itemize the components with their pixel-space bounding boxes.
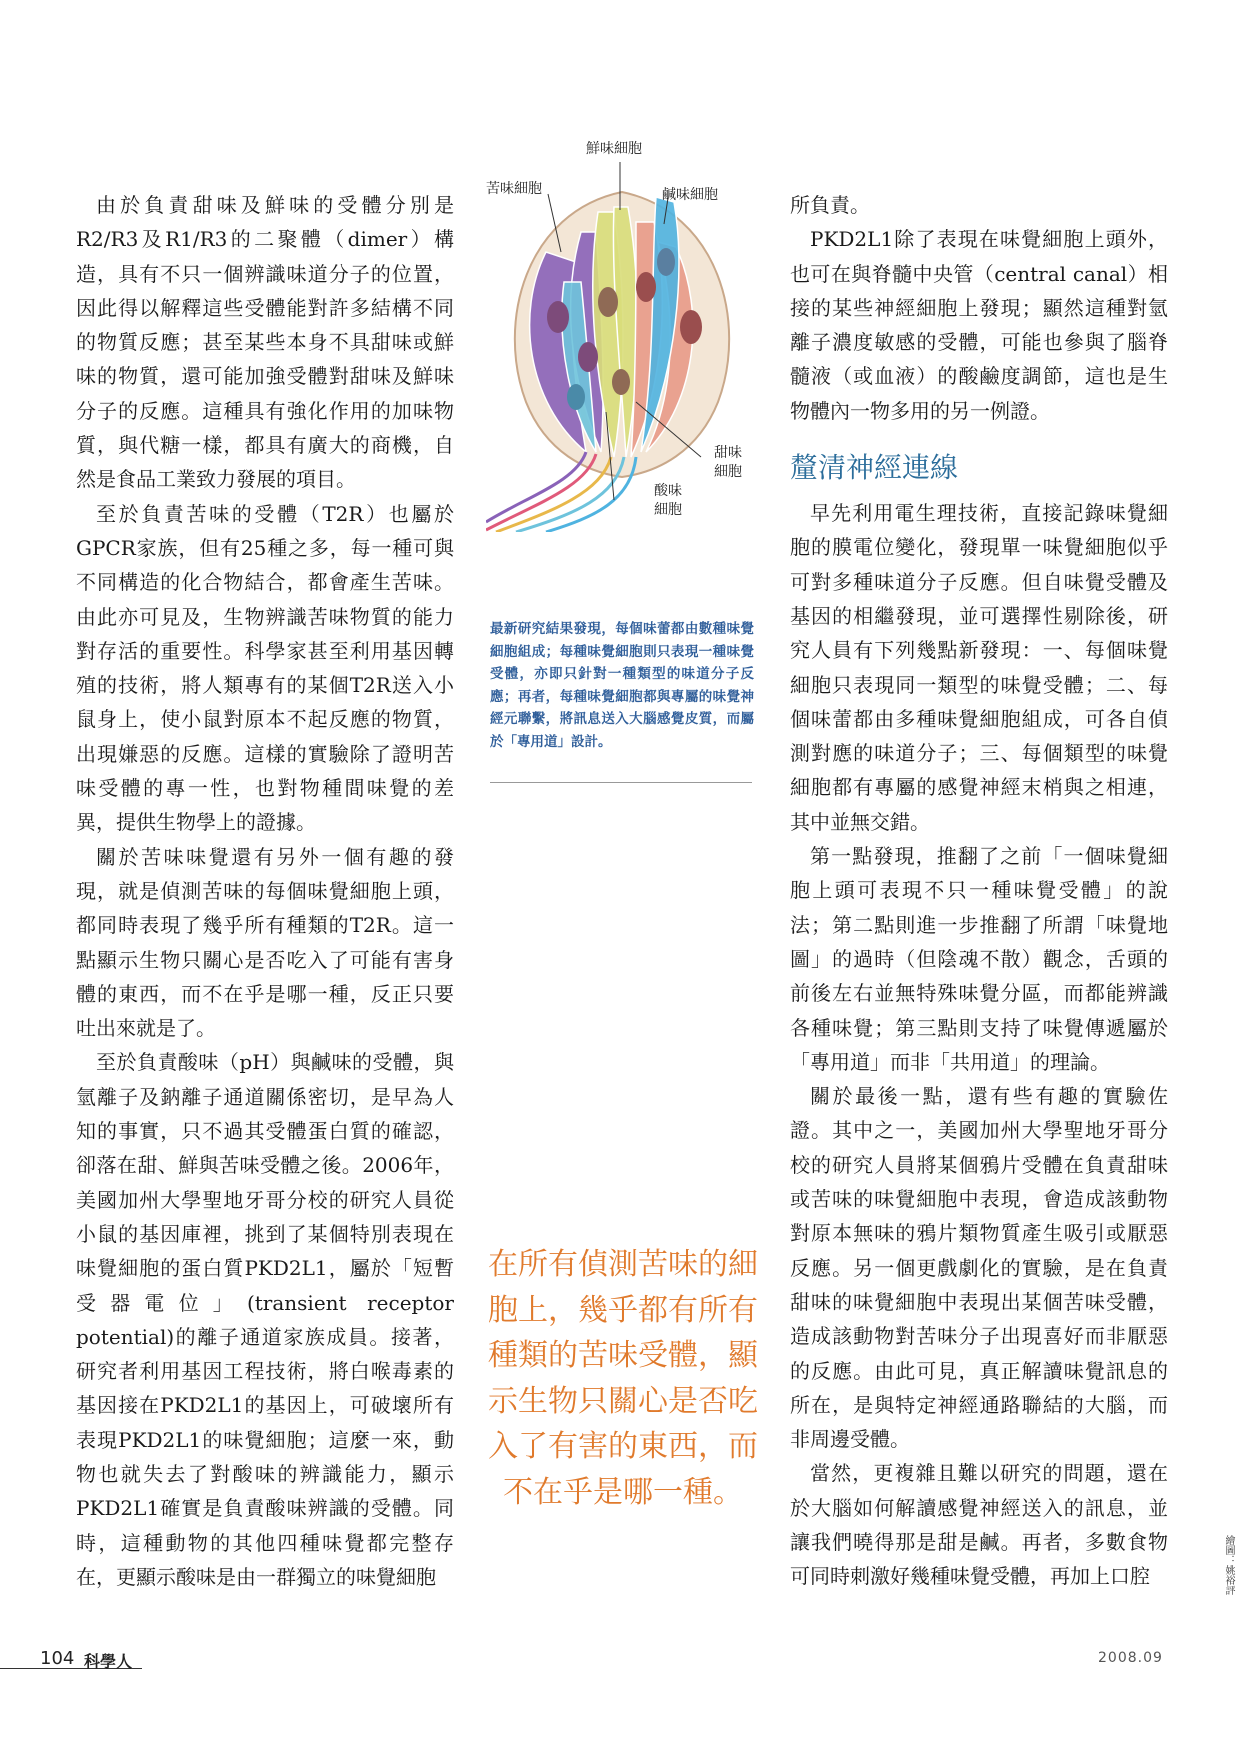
body-paragraph: 關於苦味味覺還有另外一個有趣的發現，就是偵測苦味的每個味覺細胞上頭，都同時表現了幾乎所有種類的T2R。這一點顯示生物只關心是否吃入了可能有害身體的東西，而不在乎是哪一種，反正只要吐出來就是了。: [76, 844, 454, 1041]
body-paragraph: PKD2L1除了表現在味覺細胞上頭外，也可在與脊髓中央管（central canal）相接的某些神經細胞上發現；顯然這種對氫離子濃度敏感的受體，可能也參與了腦脊髓液（或血液）的酸鹼度調節，這也是生物體內一物多用的另一例證。: [790, 227, 1168, 423]
body-paragraph: 第一點發現，推翻了之前「一個味覺細胞上頭可表現不只一種味覺受體」的說法；第二點則進一步推翻了所謂「味覺地圖」的過時（但陰魂不散）觀念，舌頭的前後左右並無特殊味覺分區，而都能辨識各種味覺；第三點則支持了味覺傳遞屬於「專用道」而非「共用道」的理論。: [790, 844, 1168, 1074]
issue-date: 2008.09: [1098, 1650, 1163, 1666]
sweet-cell-label: 甜味細胞: [714, 445, 742, 480]
figure-caption: 最新研究結果發現，每個味蕾都由數種味覺細胞組成；每種味覺細胞則只表現一種味覺受體，亦即只針對一種類型的味道分子反應；再者，每種味覺細胞都與專屬的味覺神經元聯繫，將訊息送入大腦感覺皮質，而屬於「專用道」設計。: [490, 621, 754, 750]
caption-divider: [490, 782, 752, 783]
taste-bud-figure: [486, 141, 758, 608]
cell-nucleus: [636, 272, 656, 302]
sour-cell-label: 酸味細胞: [654, 483, 682, 518]
body-paragraph: 當然，更複雜且難以研究的問題，還在於大腦如何解讀感覺神經送入的訊息，並讓我們曉得那是甜是鹹。再者，多數食物可同時刺激好幾種味覺受體，再加上口腔: [790, 1461, 1168, 1589]
cell-nucleus: [578, 342, 598, 372]
body-paragraph: 至於負責酸味（pH）與鹹味的受體，與氫離子及鈉離子通道關係密切，是早為人知的事實，只不過其受體蛋白質的確認，卻落在甜、鮮與苦味受體之後。2006年，美國加州大學聖地牙哥分校的研究人員從小鼠的基因庫裡，挑到了某個特別表現在味覺細胞的蛋白質PKD2L1，屬於「短暫受器電位」(transient receptor potential)的離子通道家族成員。接著，研究者利用基因工程技術，將白喉毒素的基因接在PKD2L1的基因上，可破壞所有表現PKD2L1的味覺細胞；這麼一來，動物也就失去了對酸味的辨識能力，顯示PKD2L1確實是負責酸味辨識的受體。同時，這種動物的其他四種味覺都完整存在，更顯示酸味是由一群獨立的味覺細胞: [76, 1050, 454, 1589]
section-heading: 釐清神經連線: [790, 451, 959, 485]
body-paragraph-continuation: 所負責。: [790, 193, 870, 217]
body-paragraph: 由於負責甜味及鮮味的受體分別是R2/R3及R1/R3的二聚體（dimer）構造，具有不只一個辨識味道分子的位置，因此得以解釋這些受體能對許多結構不同的物質反應；甚至某些本身不具甜味或鮮味的物質，還可能加強受體對甜味及鮮味分子的反應。這種具有強化作用的加味物質，與代糖一樣，都具有廣大的商機，自然是食品工業致力發展的項目。: [76, 193, 454, 492]
cell-nucleus: [680, 310, 702, 344]
cell-nucleus: [657, 248, 675, 276]
left-column: [76, 188, 454, 1594]
cell-nucleus: [598, 287, 618, 317]
right-column: [790, 188, 1168, 1594]
bitter-cell-label: 苦味細胞: [486, 181, 542, 197]
body-paragraph: 關於最後一點，還有些有趣的實驗佐證。其中之一，美國加州大學聖地牙哥分校的研究人員將某個鴉片受體在負責甜味或苦味的味覺細胞中表現，會造成該動物對原本無味的鴉片類物質產生吸引或厭惡反應。另一個更戲劇化的實驗，是在負責甜味的味覺細胞中表現出某個苦味受體，造成該動物對苦味分子出現喜好而非厭惡的反應。由此可見，真正解讀味覺訊息的所在，是與特定神經通路聯結的大腦，而非周邊受體。: [790, 1084, 1168, 1452]
umami-cell-label: 鮮味細胞: [586, 141, 642, 157]
pull-quote: 在所有偵測苦味的細胞上，幾乎都有所有種類的苦味受體，顯示生物只關心是否吃入了有害的東西，而不在乎是哪一種。: [488, 1247, 758, 1510]
cell-nucleus: [547, 301, 569, 333]
salty-cell-label: 鹹味細胞: [662, 187, 718, 203]
page-number: 104: [40, 1648, 75, 1669]
body-paragraph: 早先利用電生理技術，直接記錄味覺細胞的膜電位變化，發現單一味覺細胞似乎可對多種味道分子反應。但自味覺受體及基因的相繼發現，並可選擇性剔除後，研究人員有下列幾點新發現：一、每個味覺細胞只表現同一類型的味覺受體；二、每個味蕾都由多種味覺細胞組成，可各自偵測對應的味道分子；三、每個類型的味覺細胞都有專屬的感覺神經末梢與之相連，其中並無交錯。: [790, 501, 1168, 834]
cell-nucleus: [612, 369, 630, 395]
body-paragraph: 至於負責苦味的受體（T2R）也屬於GPCR家族，但有25種之多，每一種可與不同構造的化合物結合，都會產生苦味。由此亦可見及，生物辨識苦味物質的能力對存活的重要性。科學家甚至利用基因轉殖的技術，將人類專有的某個T2R送入小鼠身上，使小鼠對原本不起反應的物質，出現嫌惡的反應。這樣的實驗除了證明苦味受體的專一性，也對物種間味覺的差異，提供生物學上的證據。: [76, 501, 454, 835]
cell-nucleus: [567, 384, 585, 410]
magazine-name: 科學人: [84, 1652, 133, 1671]
illustration-credit: 繪圖：姚裕評: [1223, 1535, 1234, 1595]
